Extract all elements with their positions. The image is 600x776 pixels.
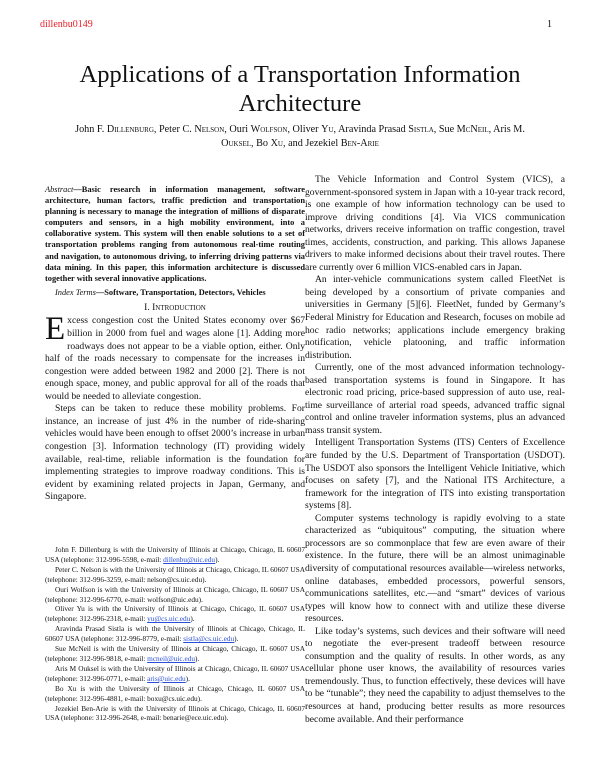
author-name: Peter C. Nelson xyxy=(158,124,225,135)
intro-paragraph-2: Steps can be taken to reduce these mobility problems. For instance, an increase of just 4% in the number of ride-sharing vehicles would have been enough to offset 2000’s increase in urban congestion [3]. Information technology (IT) providing widely available, real-time, reliable information is the foundation for implementing strategies to improve roadway conditions. This is evident by examining related projects in Japan, Germany, and Singapore. xyxy=(45,403,305,503)
author-name: Aris M. Ouksel xyxy=(221,124,525,149)
author-email[interactable]: yu@cs.uic.edu xyxy=(147,614,191,624)
intro-paragraph-1: Excess congestion cost the United States economy over $67 billion in 2000 from fuel and wages alone [1]. Adding more roadways does not appear to be a viable option, either. Only half of the roads necessary to compensate for the increases in congestion were added between 1982 and 2000 [2]. There is not enough space, money, and public approval for all of the roads that would be needed to alleviate congestion. xyxy=(45,311,305,402)
index-terms-text: —Software, Transportation, Detectors, Vehicles xyxy=(95,287,266,297)
author-footnote: Peter C. Nelson is with the University of Illinois at Chicago, Chicago, IL 60607 USA (telephone: 312-996-3259, e-mail: nelson@cs.uic.edu). xyxy=(45,564,305,584)
abstract-label: Abstract xyxy=(45,185,74,194)
abstract xyxy=(45,184,305,284)
abstract-text: —Basic research in information management, software architecture, human factors, traffic prediction and transportation planning is necessary to manage the integration of millions of disparate computers and sensors, in a high mobility environment, into a collaborative system. This system will then enable solutions to a set of transportation problems ranging from autonomous real-time routing and navigation, to autonomous driving, to inferring driving patterns via data mining. In this paper, this information architecture is discussed together with several innovative applications. xyxy=(45,185,305,283)
body-paragraph: Intelligent Transportation Systems (ITS) Centers of Excellence are funded by the U.S. Department of Transportation (USDOT). The USDOT also sponsors the Intelligent Vehicle Initiative, which focuses on safety [7], and the National ITS Architecture, a framework for the integration of ITS into existing transportation systems [8]. xyxy=(305,437,565,512)
left-column xyxy=(45,184,305,504)
author-name: Sue McNeil xyxy=(438,124,489,135)
body-paragraph: Like today’s systems, such devices and their software will need to negotiate the ever-present tradeoff between resource consumption and the quality of results. In other words, as any cellular phone user knows, the availability of resources varies tremendously. Thus, to function effectively, these devices will have to be “tunable”; they need the capability to adjust themselves to the resources at hand, producing better results as more resources become available. And their performance xyxy=(305,625,565,725)
author-footnote: Jezekiel Ben-Arie is with the University of Illinois at Chicago, Chicago, IL 60607 USA (telephone: 312-996-2648, e-mail: benarie@ece.uic.edu). xyxy=(45,703,305,723)
document-id: dillenbu0149 xyxy=(40,19,93,30)
body-paragraph: Currently, one of the most advanced information technology-based transportation systems is found in Singapore. It has electronic road pricing, price-based suppression of auto use, real-time surveillance of arterial road speeds, advanced traffic signal control and online traveler information systems, plus an advanced mass transit system. xyxy=(305,362,565,436)
body-paragraph: Computer systems technology is rapidly evolving to a state characterized as “ubiquitous” computing, the situation where processors are so commonplace that few are even aware of their existence. In the future, there will be an almost unimaginable diversity of computational resources available—wireless networks, online databases, embedded processors, powerful sensors, communications satellites, etc.—and “smart” devices of various types will know how to connect with and utilize these diverse resources. xyxy=(305,512,565,625)
author-email: nelson@cs.uic.edu xyxy=(147,574,203,584)
page-number: 1 xyxy=(547,19,552,30)
author-email[interactable]: dillenbu@uic.edu xyxy=(163,554,216,564)
author-email[interactable]: aris@uic.edu xyxy=(147,673,186,683)
author-footnote: Bo Xu is with the University of Illinois at Chicago, Chicago, IL 60607 USA (telephone: 312-996-4881, e-mail: boxu@cs.uic.edu). xyxy=(45,683,305,703)
author-name: Oliver Yu xyxy=(292,124,334,135)
author-list: John F. Dillenburg, Peter C. Nelson, Ouri Wolfson, Oliver Yu, Aravinda Prasad Sistla, Sue McNeil, Aris M. Ouksel, Bo Xu, and Jezekiel Ben-Arie xyxy=(75,124,525,149)
author-footnote: Aravinda Prasad Sistla is with the University of Illinois at Chicago, Chicago, IL 60607 USA (telephone: 312-996-8779, e-mail: sistla@cs.uic.edu). xyxy=(45,624,305,644)
author-footnote: Oliver Yu is with the University of Illinois at Chicago, Chicago, IL 60607 USA (telephone: 312-996-2318, e-mail: yu@cs.uic.edu). xyxy=(45,604,305,624)
author-name: Bo Xu xyxy=(256,138,283,149)
author-email: wolfson@uic.edu xyxy=(147,594,199,604)
author-footnote: John F. Dillenburg is with the University of Illinois at Chicago, Chicago, IL 60607 USA (telephone: 312-996-5598, e-mail: dillenbu@uic.edu). xyxy=(45,545,305,564)
author-footnote: Aris M Ouksel is with the University of Illinois at Chicago, Chicago, IL 60607 USA (telephone: 312-996-0771, e-mail: aris@uic.edu). xyxy=(45,663,305,683)
body-paragraph: An inter-vehicle communications system called FleetNet is being developed by a consortium of private companies and universities in Germany [5][6]. FleetNet, funded by Germany’s Federal Ministry for Education and Research, focuses on mobile ad hoc radio networks; applications include emergency braking notification, vehicle platooning, and traffic information distribution. xyxy=(305,274,565,361)
author-name: Aravinda Prasad Sistla xyxy=(338,124,434,135)
author-email: benarie@ece.uic.edu xyxy=(163,713,225,723)
author-email[interactable]: sistla@cs.uic.edu xyxy=(183,634,235,644)
author-name: John F. Dillenburg xyxy=(75,124,154,135)
body-paragraph: The Vehicle Information and Control System (VICS), a government-sponsored system in Japan with a 10-year track record, is one example of how information technology can be used to improve driving conditions [4]. Via VICS communication networks, drivers receive information on traffic congestion, travel times, accidents, construction, and parking. This allows Japanese drivers to make informed decisions about their travel routes. There are currently over 6 million VICS-enabled cars in Japan. xyxy=(305,174,565,273)
right-column xyxy=(305,174,565,726)
index-terms-label: Index Terms xyxy=(55,287,96,297)
author-email: boxu@cs.uic.edu xyxy=(147,693,198,703)
index-terms xyxy=(45,287,305,298)
author-name: Ouri Wolfson xyxy=(229,124,288,135)
paper-title: Applications of a Transportation Information Architecture xyxy=(79,61,521,117)
section-heading-introduction: I. Introduction xyxy=(144,301,206,313)
author-footnote: Ouri Wolfson is with the University of Illinois at Chicago, Chicago, IL 60607 USA (telephone: 312-996-6770, e-mail: wolfson@uic.edu). xyxy=(45,584,305,604)
drop-cap: E xyxy=(45,311,66,348)
author-footnotes xyxy=(45,545,305,723)
author-name: Jezekiel Ben-Arie xyxy=(305,138,379,149)
author-email[interactable]: mcneil@uic.edu xyxy=(147,653,195,663)
author-footnote: Sue McNeil is with the University of Illinois at Chicago, Chicago, IL 60607 USA (telephone: 312-996-9818, e-mail: mcneil@uic.edu). xyxy=(45,644,305,663)
